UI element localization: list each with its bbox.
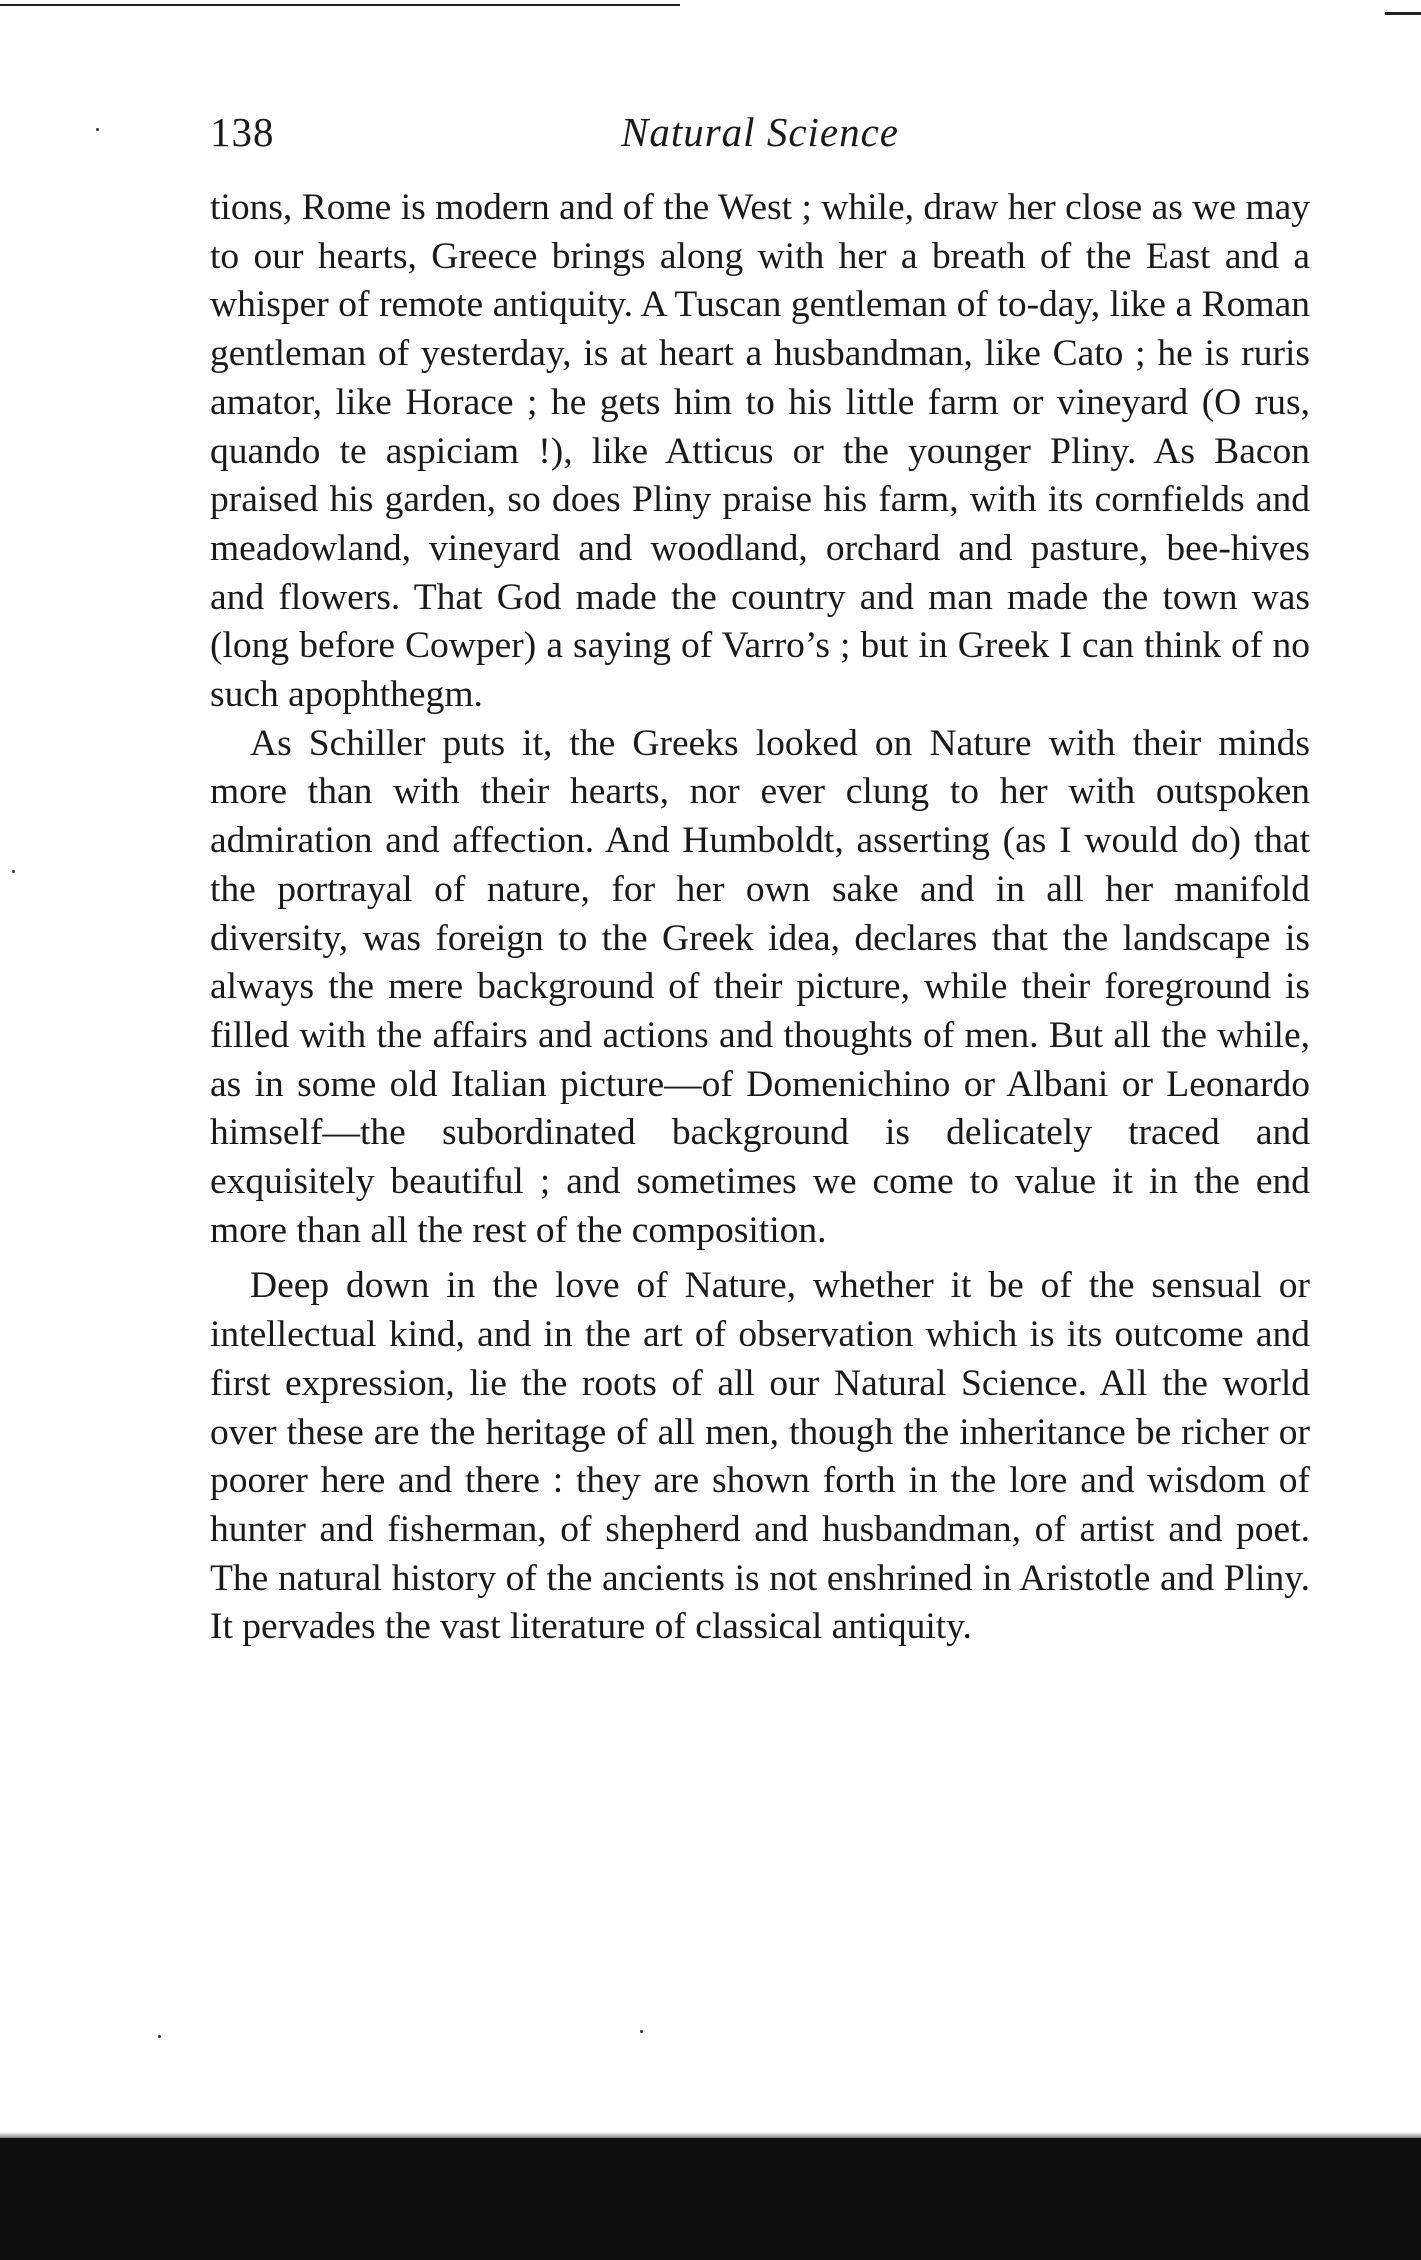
scan-bottom-border [0,2138,1421,2260]
paragraph-continuation: tions, Rome is modern and of the West ; while, draw her close as we may to our hearts, Greece brings along with her a breath of the East and a whisper of remote antiquity. A Tuscan gentleman of to-day, like a Roman gentleman of yesterday, is at heart a husbandman, like Cato ; he is ruris amator, like Horace ; he gets him to his little farm or vineyard (O rus, quando te aspiciam !), like Atticus or the younger Pliny. As Bacon praised his garden, so does Pliny praise his farm, with its cornfields and meadowland, vineyard and woodland, orchard and pasture, bee-hives and flowers. That God made the country and man made the town was (long before Cowper) a saying of Varro’s ; but in Greek I can think of no such apophthegm. [210,187,1310,716]
page-number: 138 [210,109,275,155]
running-title: Natural Science [620,109,900,155]
scan-speck [640,2030,643,2033]
scan-speck [158,2035,161,2038]
scan-speck [12,870,15,873]
scan-speck [96,128,99,131]
body-text [210,184,1310,1652]
paragraph-love-of-nature: Deep down in the love of Nature, whether it be of the sensual or intellectual kind, and in the art of observation which is its outcome and first expression, lie the roots of all our Natural Science. All the world over these are the heritage of all men, though the inheritance be richer or poorer here and there : they are shown forth in the lore and wisdom of hunter and fisherman, of shepherd and husbandman, of artist and poet. The natural history of the ancients is not enshrined in Aristotle and Pliny. It pervades the vast literature of classical antiquity. [210,1265,1310,1648]
book-page [210,108,1310,1652]
running-head [210,108,1310,168]
top-right-scan-mark [1385,12,1421,15]
top-scan-rule [0,4,680,6]
paragraph-schiller: As Schiller puts it, the Greeks looked on Nature with their minds more than with their hearts, nor ever clung to her with outspoken admiration and affection. And Humboldt, asserting (as I would do) that the portrayal of nature, for her own sake and in all her manifold diversity, was foreign to the Greek idea, declares that the landscape is always the mere background of their picture, while their foreground is filled with the affairs and actions and thoughts of men. But all the while, as in some old Italian picture—of Domenichino or Albani or Leonardo himself—the subordinated background is delicately traced and exquisitely beautiful ; and sometimes we come to value it in the end more than all the rest of the composition. [210,722,1310,1251]
